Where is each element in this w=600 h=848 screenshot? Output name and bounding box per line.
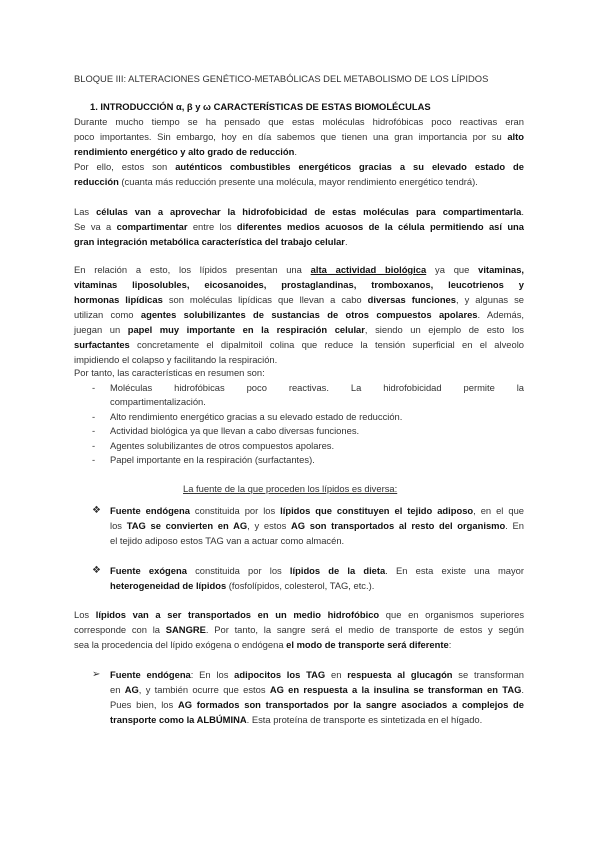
source-line: Fuente exógena constituida por los lípidos de la dieta. En esta existe una mayor: [110, 565, 524, 576]
source-line: Fuente endógena constituida por los lípidos que constituyen el tejido adiposo, en el que: [110, 505, 524, 516]
source-line: los TAG se convierten en AG, y estos AG son transportados al resto del organismo. En: [110, 520, 525, 531]
paragraph-line: Durante mucho tiempo se ha pensado que estas moléculas hidrofóbicas poco reactivas eran: [74, 116, 524, 127]
section-heading: 1. INTRODUCCIÓN α, β y ω CARACTERÍSTICAS DE ESTAS BIOMOLÉCULAS: [90, 101, 431, 112]
list-item: Actividad biológica ya que llevan a cabo diversas funciones.: [110, 425, 360, 436]
diamond-bullet-icon: ❖: [92, 565, 101, 576]
paragraph-line: rendimiento energético y alto grado de reducción.: [74, 146, 297, 157]
list-dash: -: [92, 411, 96, 422]
paragraph-line: impidiendo el colapso y facilitando la respiración.: [74, 354, 278, 365]
list-item: Agentes solubilizantes de otros compuestos apolares.: [110, 440, 335, 451]
transport-line: en AG, y también ocurre que estos AG en respuesta a la insulina se transforman en TAG.: [110, 684, 524, 695]
list-item: Papel importante en la respiración (surfactantes).: [110, 454, 315, 465]
paragraph-line: hormonas lipídicas son moléculas lipídicas que llevan a cabo diversas funciones, y algunas se: [74, 294, 524, 305]
transport-line: transporte como la ALBÚMINA. Esta proteína de transporte es sintetizada en el hígado.: [110, 714, 483, 725]
paragraph-line: gran integración metabólica característica del trabajo celular.: [74, 236, 348, 247]
list-dash: -: [92, 425, 96, 436]
arrow-bullet-icon: ➢: [92, 669, 101, 680]
paragraph-line: juegan un papel muy importante en la respiración celular, siendo un ejemplo de esto los: [74, 324, 524, 335]
paragraph-line: Se va a compartimentar entre los diferentes medios acuosos de la célula permitiendo así una: [74, 221, 524, 232]
list-item: Alto rendimiento energético gracias a su elevado estado de reducción.: [110, 411, 403, 422]
paragraph-line: vitaminas liposolubles, eicosanoides, prostaglandinas, tromboxanos, leucotrienos y: [74, 279, 524, 290]
paragraph-line: utilizan como agentes solubilizantes de sustancias de otros compuestos apolares. Además,: [74, 309, 524, 320]
list-dash: -: [92, 454, 96, 465]
paragraph-line: poco importantes. Sin embargo, hoy en día sabemos que tienen una gran importancia por su alto: [74, 131, 524, 142]
paragraph-line: surfactantes concretamente el dipalmitoil colina que reduce la tensión superficial en el alveolo: [74, 339, 524, 350]
transport-line: Pues bien, los AG formados son transportados por la sangre asociados a complejos de: [110, 699, 525, 710]
paragraph-line: Por tanto, las características en resumen son:: [74, 367, 265, 378]
paragraph-line: Las células van a aprovechar la hidrofobicidad de estas moléculas para compartimentarla.: [74, 206, 524, 217]
paragraph-line: corresponde con la SANGRE. Por tanto, la sangre será el medio de transporte de estos y según: [74, 624, 525, 635]
paragraph-line: sea la procedencia del lípido exógena o endógena el modo de transporte será diferente:: [74, 639, 452, 650]
source-line: heterogeneidad de lípidos (fosfolípidos, colesterol, TAG, etc.).: [110, 580, 375, 591]
sources-heading: La fuente de la que proceden los lípidos es diversa:: [183, 483, 398, 494]
source-line: el tejido adiposo estos TAG van a actuar como almacén.: [110, 535, 345, 546]
paragraph-line: reducción (cuanta más reducción presente una molécula, mayor rendimiento energético tendrá).: [74, 176, 478, 187]
list-item: compartimentalización.: [110, 396, 206, 407]
diamond-bullet-icon: ❖: [92, 505, 101, 516]
list-item: Moléculas hidrofóbicas poco reactivas. La hidrofobicidad permite la: [110, 382, 524, 393]
bloque-title: BLOQUE III: ALTERACIONES GENÉTICO-METABÓLICAS DEL METABOLISMO DE LOS LÍPIDOS: [74, 73, 489, 84]
list-dash: -: [92, 440, 96, 451]
list-dash: -: [92, 382, 96, 393]
paragraph-line: Por ello, estos son auténticos combustibles energéticos gracias a su elevado estado de: [74, 161, 524, 172]
paragraph-line: Los lípidos van a ser transportados en un medio hidrofóbico que en organismos superiores: [74, 609, 525, 620]
paragraph-line: En relación a esto, los lípidos presentan una alta actividad biológica ya que vitaminas,: [74, 264, 525, 275]
transport-line: Fuente endógena: En los adipocitos los TAG en respuesta al glucagón se transforman: [110, 669, 524, 680]
